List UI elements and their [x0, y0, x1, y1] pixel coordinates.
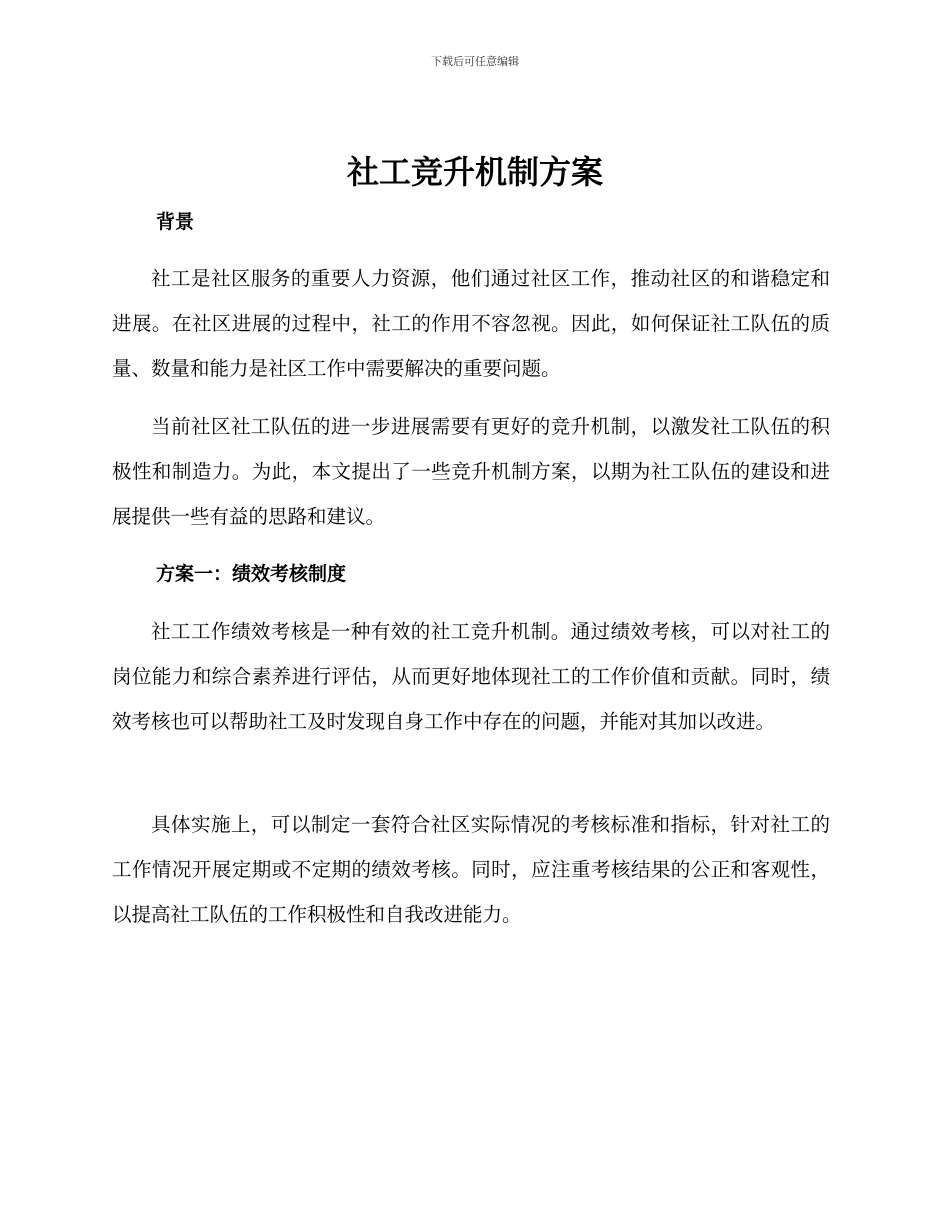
paragraph-background-1: 社工是社区服务的重要人力资源，他们通过社区工作，推动社区的和谐稳定和进展。在社区进展的过程中，社工的作用不容忽视。因此，如何保证社工队伍的质量、数量和能力是社区工作中需要解决的重要问题。 — [112, 267, 830, 380]
header-note: 下载后可任意编辑 — [431, 55, 519, 68]
document-title: 社工竞升机制方案 — [346, 153, 603, 191]
section-heading-plan-one: 方案一：绩效考核制度 — [156, 563, 347, 585]
paragraph-plan-one-1: 社工工作绩效考核是一种有效的社工竞升机制。通过绩效考核，可以对社工的岗位能力和综合素养进行评估，从而更好地体现社工的工作价值和贡献。同时，绩效考核也可以帮助社工及时发现自身工作中存在的问题，并能对其加以改进。 — [112, 620, 830, 733]
paragraph-plan-one-2: 具体实施上，可以制定一套符合社区实际情况的考核标准和指标，针对社工的工作情况开展定期或不定期的绩效考核。同时，应注重考核结果的公正和客观性，以提高社工队伍的工作积极性和自我改进能力。 — [112, 813, 830, 926]
paragraph-background-2: 当前社区社工队伍的进一步进展需要有更好的竞升机制，以激发社工队伍的积极性和制造力。为此，本文提出了一些竞升机制方案，以期为社工队伍的建设和进展提供一些有益的思路和建议。 — [112, 415, 830, 528]
section-heading-background: 背景 — [156, 211, 195, 233]
